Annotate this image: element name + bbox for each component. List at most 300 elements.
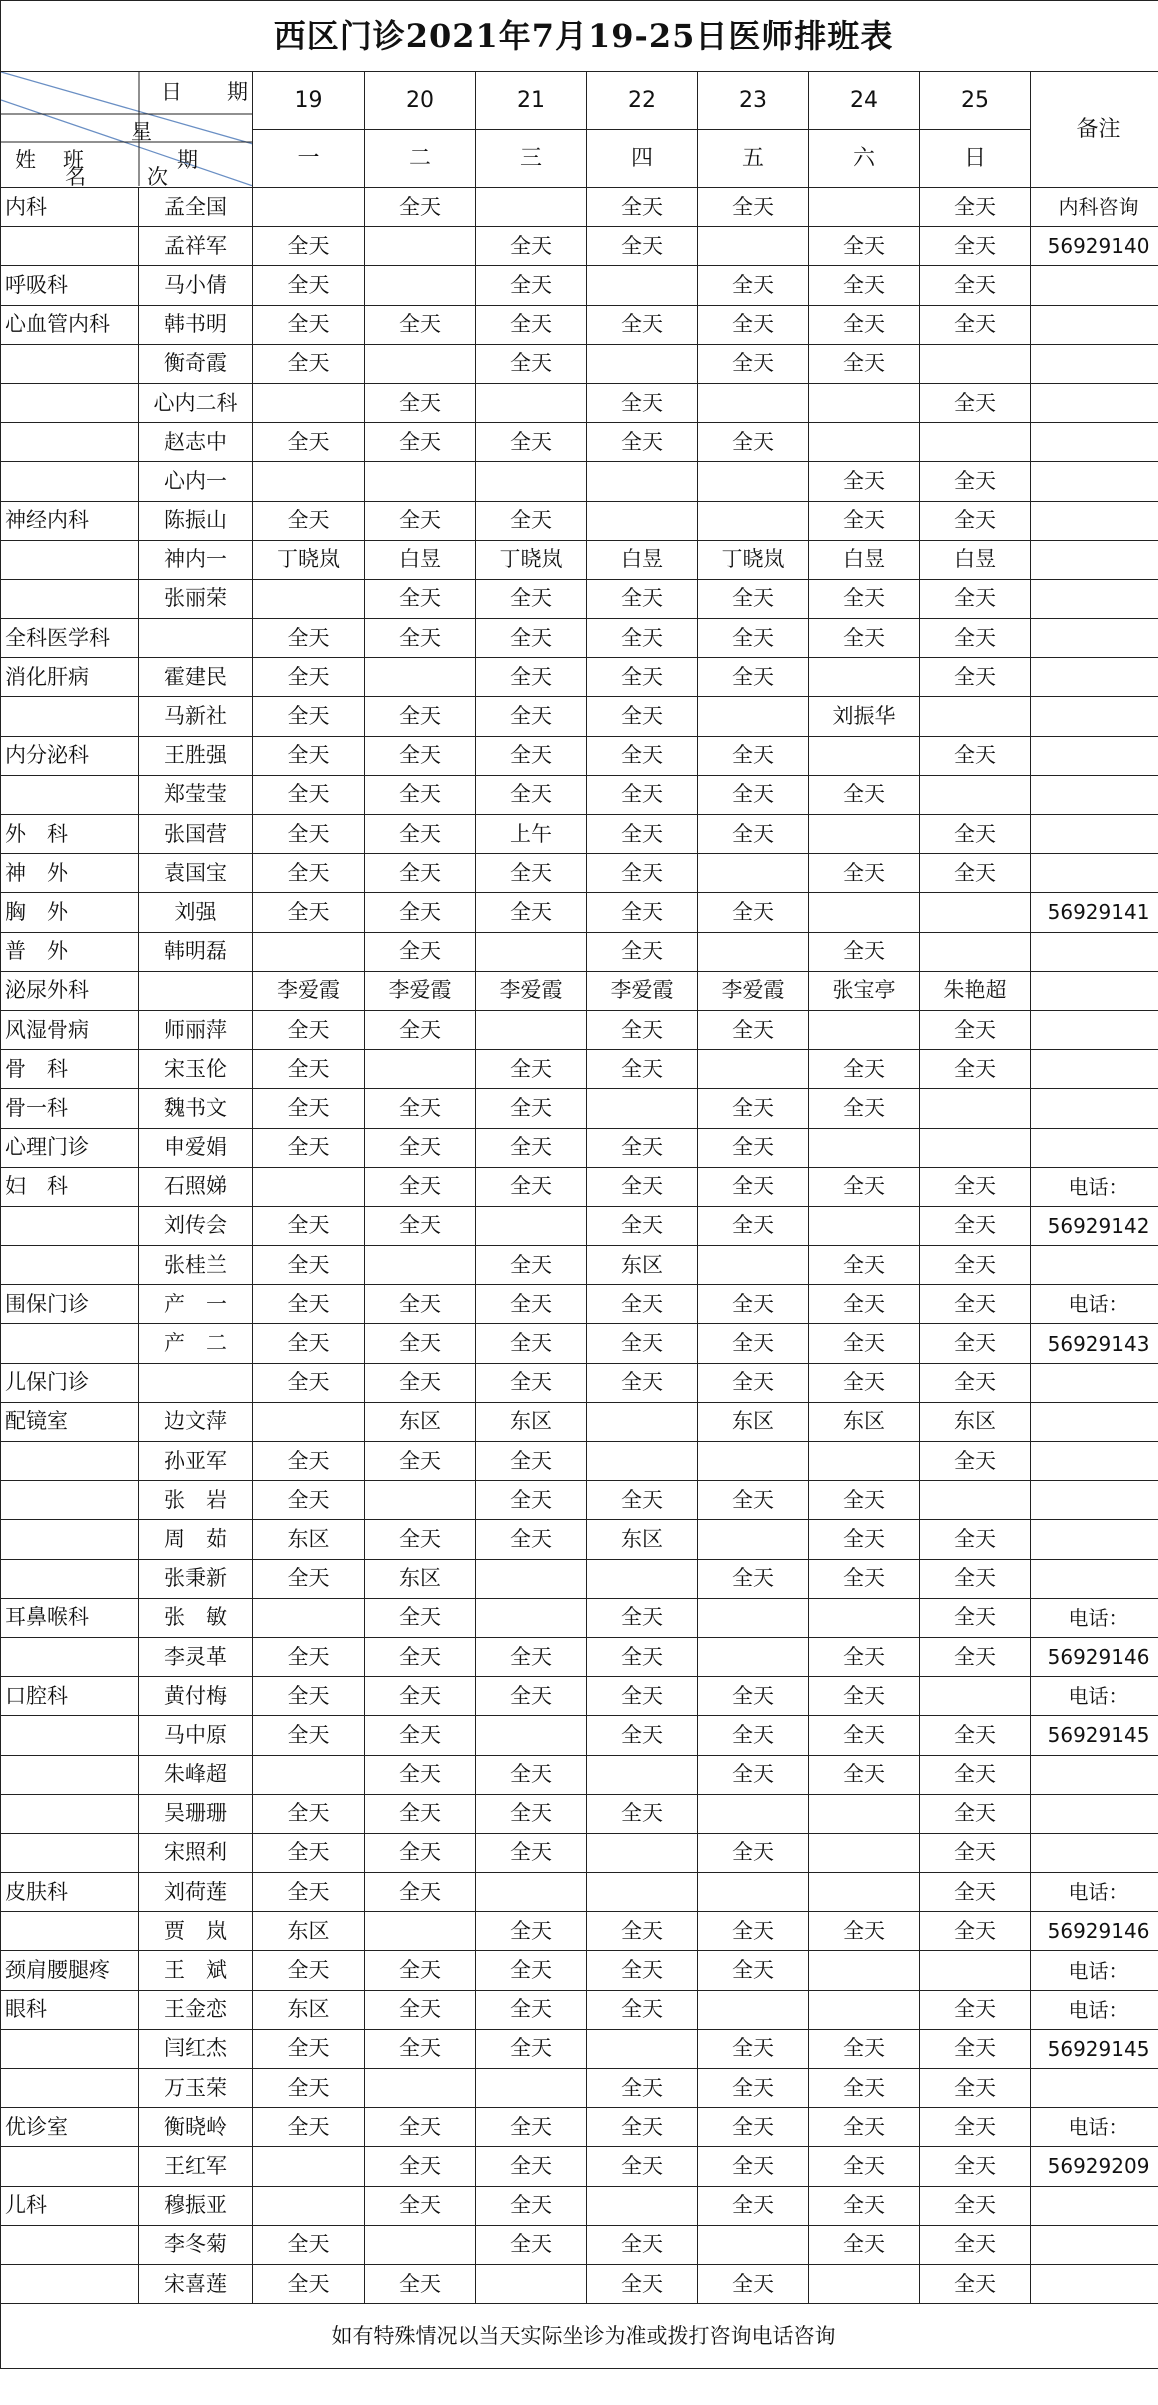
shift-cell: 全天 — [809, 2069, 920, 2108]
remark-cell: 电话： — [1031, 1990, 1158, 2029]
department-cell: 眼科 — [1, 1990, 139, 2029]
shift-cell: 全天 — [365, 1598, 476, 1637]
department-cell — [1, 1481, 139, 1520]
table-row — [1, 1246, 1158, 1285]
shift-cell: 全天 — [587, 227, 698, 266]
department-cell — [1, 1246, 139, 1285]
shift-cell — [698, 227, 809, 266]
shift-cell: 全天 — [809, 305, 920, 344]
doctor-name-cell: 衡晓岭 — [139, 2108, 253, 2147]
shift-cell: 全天 — [587, 775, 698, 814]
shift-cell: 全天 — [476, 1442, 587, 1481]
shift-cell — [365, 658, 476, 697]
shift-cell — [365, 227, 476, 266]
doctor-name-cell: 石照娣 — [139, 1167, 253, 1206]
shift-cell: 全天 — [476, 2147, 587, 2186]
shift-cell — [365, 1050, 476, 1089]
shift-cell: 全天 — [253, 1677, 365, 1716]
shift-cell: 全天 — [476, 1794, 587, 1833]
shift-cell: 全天 — [587, 2264, 698, 2303]
shift-cell — [809, 1951, 920, 1990]
shift-cell: 全天 — [809, 1246, 920, 1285]
remark-cell — [1031, 1520, 1158, 1559]
shift-cell: 全天 — [698, 1324, 809, 1363]
shift-cell: 全天 — [920, 658, 1031, 697]
shift-cell: 全天 — [587, 1050, 698, 1089]
shift-cell: 全天 — [920, 305, 1031, 344]
shift-cell: 全天 — [809, 579, 920, 618]
remark-cell — [1031, 1755, 1158, 1794]
remark-cell: 电话： — [1031, 1677, 1158, 1716]
doctor-name-cell: 李灵革 — [139, 1637, 253, 1676]
shift-cell: 全天 — [476, 893, 587, 932]
shift-cell — [809, 1873, 920, 1912]
table-row — [1, 1794, 1158, 1833]
shift-cell: 全天 — [920, 815, 1031, 854]
footer-note: 如有特殊情况以当天实际坐诊为准或拨打咨询电话咨询 — [1, 2304, 1158, 2369]
shift-cell: 全天 — [587, 658, 698, 697]
shift-cell: 全天 — [809, 1755, 920, 1794]
shift-cell: 全天 — [253, 1206, 365, 1245]
shift-cell: 全天 — [809, 1324, 920, 1363]
table-row — [1, 971, 1158, 1010]
doctor-name-cell: 宋照利 — [139, 1833, 253, 1872]
shift-cell — [698, 1794, 809, 1833]
shift-cell: 全天 — [698, 1128, 809, 1167]
department-cell: 口腔科 — [1, 1677, 139, 1716]
shift-cell: 全天 — [920, 501, 1031, 540]
shift-cell: 全天 — [809, 932, 920, 971]
date-header: 23 — [698, 72, 809, 130]
shift-cell: 全天 — [920, 1167, 1031, 1206]
doctor-name-cell: 心内二科 — [139, 383, 253, 422]
doctor-name-cell: 宋喜莲 — [139, 2264, 253, 2303]
shift-cell: 全天 — [698, 188, 809, 227]
doctor-name-cell: 张国营 — [139, 815, 253, 854]
shift-cell: 全天 — [253, 344, 365, 383]
remark-cell — [1031, 815, 1158, 854]
department-cell: 儿保门诊 — [1, 1363, 139, 1402]
shift-cell: 全天 — [920, 1363, 1031, 1402]
shift-cell — [809, 1833, 920, 1872]
shift-cell: 全天 — [809, 344, 920, 383]
date-header: 25 — [920, 72, 1031, 130]
shift-cell: 全天 — [698, 619, 809, 658]
shift-cell: 全天 — [476, 2186, 587, 2225]
shift-cell: 全天 — [476, 2225, 587, 2264]
shift-cell: 全天 — [476, 305, 587, 344]
shift-cell — [809, 815, 920, 854]
shift-cell: 全天 — [809, 2147, 920, 2186]
remark-cell — [1031, 1402, 1158, 1441]
shift-cell: 全天 — [365, 2264, 476, 2303]
shift-cell: 全天 — [920, 1912, 1031, 1951]
shift-cell: 全天 — [809, 1559, 920, 1598]
shift-cell — [809, 1010, 920, 1049]
shift-cell: 全天 — [476, 1833, 587, 1872]
doctor-name-cell: 魏书文 — [139, 1089, 253, 1128]
shift-cell — [809, 1128, 920, 1167]
shift-cell — [809, 1442, 920, 1481]
shift-cell: 全天 — [809, 854, 920, 893]
shift-cell — [365, 266, 476, 305]
shift-cell: 全天 — [698, 1167, 809, 1206]
shift-cell: 全天 — [809, 1285, 920, 1324]
table-row — [1, 1402, 1158, 1441]
department-cell: 呼吸科 — [1, 266, 139, 305]
shift-cell: 全天 — [253, 658, 365, 697]
shift-cell: 全天 — [698, 1089, 809, 1128]
shift-cell: 全天 — [809, 1363, 920, 1402]
header-corner — [1, 72, 253, 188]
table-row — [1, 854, 1158, 893]
shift-cell: 全天 — [587, 1167, 698, 1206]
shift-cell — [587, 1873, 698, 1912]
shift-cell: 全天 — [920, 854, 1031, 893]
shift-cell: 全天 — [253, 1050, 365, 1089]
shift-cell — [253, 2147, 365, 2186]
shift-cell: 全天 — [476, 2029, 587, 2068]
remark-header: 备注 — [1031, 72, 1158, 188]
shift-cell — [920, 893, 1031, 932]
shift-cell: 全天 — [920, 619, 1031, 658]
date-header: 19 — [253, 72, 365, 130]
table-row — [1, 305, 1158, 344]
doctor-name-cell: 张 敏 — [139, 1598, 253, 1637]
shift-cell: 东区 — [365, 1559, 476, 1598]
shift-cell: 全天 — [476, 658, 587, 697]
remark-cell: 电话： — [1031, 2108, 1158, 2147]
shift-cell: 全天 — [365, 893, 476, 932]
shift-cell — [587, 1755, 698, 1794]
corner-name-a: 姓 — [15, 148, 36, 172]
shift-cell: 全天 — [365, 1716, 476, 1755]
shift-cell — [476, 1873, 587, 1912]
shift-cell: 全天 — [476, 1246, 587, 1285]
department-cell — [1, 1912, 139, 1951]
shift-cell: 全天 — [253, 1285, 365, 1324]
doctor-name-cell: 闫红杰 — [139, 2029, 253, 2068]
shift-cell — [698, 501, 809, 540]
shift-cell — [253, 462, 365, 501]
doctor-name-cell: 张秉新 — [139, 1559, 253, 1598]
shift-cell: 全天 — [365, 619, 476, 658]
shift-cell — [809, 1206, 920, 1245]
doctor-name-cell: 贾 岚 — [139, 1912, 253, 1951]
shift-cell: 全天 — [920, 579, 1031, 618]
remark-cell: 56929145 — [1031, 2029, 1158, 2068]
shift-cell: 东区 — [253, 1520, 365, 1559]
doctor-name-cell: 黄付梅 — [139, 1677, 253, 1716]
remark-cell — [1031, 344, 1158, 383]
remark-cell — [1031, 2264, 1158, 2303]
remark-cell — [1031, 305, 1158, 344]
shift-cell — [698, 697, 809, 736]
shift-cell: 全天 — [587, 1363, 698, 1402]
remark-cell: 56929143 — [1031, 1324, 1158, 1363]
doctor-name-cell: 刘荷莲 — [139, 1873, 253, 1912]
shift-cell: 全天 — [476, 1912, 587, 1951]
shift-cell: 全天 — [253, 1833, 365, 1872]
doctor-name-cell: 张 岩 — [139, 1481, 253, 1520]
table-row — [1, 1677, 1158, 1716]
shift-cell: 全天 — [365, 1363, 476, 1402]
shift-cell — [809, 1598, 920, 1637]
department-cell — [1, 344, 139, 383]
shift-cell — [476, 1716, 587, 1755]
shift-cell: 丁晓岚 — [253, 540, 365, 579]
department-cell: 配镜室 — [1, 1402, 139, 1441]
remark-cell — [1031, 1442, 1158, 1481]
shift-cell — [587, 2029, 698, 2068]
doctor-name-cell: 王胜强 — [139, 736, 253, 775]
shift-cell: 全天 — [587, 932, 698, 971]
shift-cell: 全天 — [809, 1912, 920, 1951]
department-cell: 胸 外 — [1, 893, 139, 932]
date-header: 21 — [476, 72, 587, 130]
doctor-name-cell: 刘强 — [139, 893, 253, 932]
department-cell: 神 外 — [1, 854, 139, 893]
shift-cell — [253, 579, 365, 618]
remark-cell: 56929146 — [1031, 1912, 1158, 1951]
shift-cell: 全天 — [253, 1873, 365, 1912]
shift-cell: 全天 — [698, 2029, 809, 2068]
shift-cell: 全天 — [809, 2225, 920, 2264]
shift-cell — [365, 1246, 476, 1285]
table-row — [1, 540, 1158, 579]
shift-cell: 全天 — [365, 854, 476, 893]
shift-cell: 全天 — [587, 1481, 698, 1520]
shift-cell: 全天 — [587, 188, 698, 227]
department-cell: 围保门诊 — [1, 1285, 139, 1324]
shift-cell: 全天 — [920, 736, 1031, 775]
shift-cell: 全天 — [587, 619, 698, 658]
shift-cell: 全天 — [698, 1833, 809, 1872]
shift-cell: 全天 — [476, 854, 587, 893]
shift-cell: 全天 — [365, 2147, 476, 2186]
shift-cell — [809, 736, 920, 775]
shift-cell: 东区 — [698, 1402, 809, 1441]
shift-cell: 全天 — [587, 2069, 698, 2108]
remark-cell: 电话： — [1031, 1951, 1158, 1990]
remark-cell — [1031, 1559, 1158, 1598]
shift-cell: 全天 — [587, 854, 698, 893]
remark-cell — [1031, 501, 1158, 540]
page-title: 西区门诊2021年7月19-25日医师排班表 — [1, 1, 1158, 72]
shift-cell: 白昱 — [809, 540, 920, 579]
shift-cell: 全天 — [365, 188, 476, 227]
doctor-name-cell: 万玉荣 — [139, 2069, 253, 2108]
department-cell: 普 外 — [1, 932, 139, 971]
shift-cell: 全天 — [920, 1442, 1031, 1481]
shift-cell — [476, 932, 587, 971]
shift-cell: 全天 — [253, 619, 365, 658]
weekday-header: 日 — [920, 130, 1031, 188]
shift-cell: 全天 — [253, 2029, 365, 2068]
shift-cell — [698, 462, 809, 501]
doctor-name-cell: 陈振山 — [139, 501, 253, 540]
shift-cell: 全天 — [698, 2069, 809, 2108]
shift-cell — [698, 1246, 809, 1285]
shift-cell: 全天 — [253, 1363, 365, 1402]
shift-cell: 全天 — [698, 893, 809, 932]
weekday-header: 六 — [809, 130, 920, 188]
shift-cell: 李爱霞 — [698, 971, 809, 1010]
shift-cell — [920, 1677, 1031, 1716]
shift-cell — [476, 2264, 587, 2303]
department-cell — [1, 383, 139, 422]
shift-cell: 全天 — [253, 775, 365, 814]
shift-cell: 全天 — [698, 1951, 809, 1990]
shift-cell: 全天 — [253, 1951, 365, 1990]
shift-cell: 全天 — [253, 227, 365, 266]
department-cell: 心理门诊 — [1, 1128, 139, 1167]
shift-cell: 全天 — [365, 423, 476, 462]
doctor-name-cell: 张桂兰 — [139, 1246, 253, 1285]
department-cell: 心血管内科 — [1, 305, 139, 344]
doctor-name-cell: 李冬菊 — [139, 2225, 253, 2264]
shift-cell: 全天 — [476, 697, 587, 736]
corner-date-b: 期 — [227, 80, 248, 104]
corner-shift-b: 次 — [147, 165, 168, 188]
table-row — [1, 1559, 1158, 1598]
shift-cell: 丁晓岚 — [698, 540, 809, 579]
shift-cell — [920, 697, 1031, 736]
shift-cell — [698, 1598, 809, 1637]
shift-cell: 全天 — [698, 1010, 809, 1049]
shift-cell — [920, 1128, 1031, 1167]
table-row — [1, 579, 1158, 618]
shift-cell: 全天 — [698, 344, 809, 383]
shift-cell: 全天 — [365, 1873, 476, 1912]
table-row — [1, 1206, 1158, 1245]
remark-cell: 56929145 — [1031, 1716, 1158, 1755]
shift-cell — [920, 344, 1031, 383]
shift-cell: 全天 — [809, 1520, 920, 1559]
shift-cell — [587, 462, 698, 501]
shift-cell: 东区 — [809, 1402, 920, 1441]
shift-cell: 全天 — [809, 1637, 920, 1676]
shift-cell: 李爱霞 — [587, 971, 698, 1010]
shift-cell: 全天 — [365, 579, 476, 618]
shift-cell: 全天 — [365, 1833, 476, 1872]
shift-cell: 全天 — [365, 815, 476, 854]
shift-cell: 全天 — [253, 1637, 365, 1676]
doctor-name-cell: 穆振亚 — [139, 2186, 253, 2225]
shift-cell: 全天 — [365, 2029, 476, 2068]
shift-cell: 全天 — [587, 1206, 698, 1245]
shift-cell — [809, 423, 920, 462]
table-row — [1, 815, 1158, 854]
shift-cell: 全天 — [253, 1794, 365, 1833]
shift-cell: 东区 — [476, 1402, 587, 1441]
shift-cell: 全天 — [476, 1324, 587, 1363]
shift-cell: 全天 — [476, 736, 587, 775]
shift-cell — [365, 2069, 476, 2108]
shift-cell: 全天 — [365, 1167, 476, 1206]
department-cell: 风湿骨病 — [1, 1010, 139, 1049]
shift-cell: 全天 — [476, 1128, 587, 1167]
doctor-name-cell: 申爱娟 — [139, 1128, 253, 1167]
remark-cell — [1031, 1833, 1158, 1872]
department-cell — [1, 1637, 139, 1676]
remark-cell — [1031, 736, 1158, 775]
shift-cell: 全天 — [365, 697, 476, 736]
table-row — [1, 658, 1158, 697]
remark-cell — [1031, 2186, 1158, 2225]
shift-cell: 全天 — [698, 2186, 809, 2225]
department-cell — [1, 423, 139, 462]
shift-cell: 全天 — [920, 2108, 1031, 2147]
shift-cell: 全天 — [920, 1050, 1031, 1089]
shift-cell: 全天 — [365, 736, 476, 775]
shift-cell: 全天 — [253, 501, 365, 540]
remark-cell — [1031, 383, 1158, 422]
shift-cell: 全天 — [698, 1716, 809, 1755]
department-cell: 泌尿外科 — [1, 971, 139, 1010]
doctor-name-cell: 宋玉伦 — [139, 1050, 253, 1089]
doctor-name-cell: 张丽荣 — [139, 579, 253, 618]
shift-cell — [476, 2069, 587, 2108]
shift-cell: 全天 — [365, 1755, 476, 1794]
shift-cell: 全天 — [698, 1363, 809, 1402]
shift-cell: 全天 — [253, 1128, 365, 1167]
remark-cell — [1031, 658, 1158, 697]
department-cell — [1, 697, 139, 736]
doctor-name-cell: 孟全国 — [139, 188, 253, 227]
shift-cell: 全天 — [365, 932, 476, 971]
doctor-name-cell: 神内一 — [139, 540, 253, 579]
remark-cell: 内科咨询 — [1031, 188, 1158, 227]
shift-cell: 全天 — [809, 1089, 920, 1128]
shift-cell: 全天 — [365, 305, 476, 344]
shift-cell — [365, 1912, 476, 1951]
shift-cell: 全天 — [476, 619, 587, 658]
shift-cell: 全天 — [587, 1990, 698, 2029]
department-cell — [1, 579, 139, 618]
shift-cell: 全天 — [920, 462, 1031, 501]
shift-cell: 全天 — [365, 1285, 476, 1324]
shift-cell: 全天 — [920, 1559, 1031, 1598]
table-row — [1, 462, 1158, 501]
shift-cell: 全天 — [920, 266, 1031, 305]
shift-cell — [253, 1167, 365, 1206]
shift-cell: 东区 — [920, 1402, 1031, 1441]
shift-cell: 全天 — [365, 775, 476, 814]
shift-cell: 全天 — [587, 1794, 698, 1833]
shift-cell: 全天 — [476, 501, 587, 540]
department-cell: 内分泌科 — [1, 736, 139, 775]
department-cell — [1, 462, 139, 501]
remark-cell — [1031, 579, 1158, 618]
table-row — [1, 2264, 1158, 2303]
table-row — [1, 1089, 1158, 1128]
department-cell — [1, 1716, 139, 1755]
weekday-header: 五 — [698, 130, 809, 188]
department-cell — [1, 775, 139, 814]
shift-cell — [253, 932, 365, 971]
shift-cell: 全天 — [365, 2186, 476, 2225]
remark-cell — [1031, 2069, 1158, 2108]
shift-cell: 全天 — [809, 1481, 920, 1520]
shift-cell: 全天 — [476, 1677, 587, 1716]
shift-cell — [587, 2186, 698, 2225]
shift-cell: 全天 — [253, 697, 365, 736]
shift-cell — [698, 1873, 809, 1912]
shift-cell: 全天 — [253, 854, 365, 893]
table-row — [1, 2147, 1158, 2186]
shift-cell: 全天 — [809, 1050, 920, 1089]
